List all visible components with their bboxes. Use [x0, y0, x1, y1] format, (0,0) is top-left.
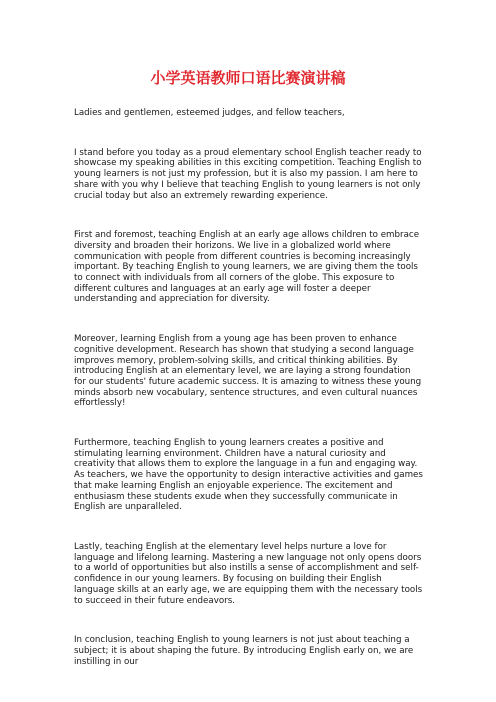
paragraph-4: Furthermore, teaching English to young learners creates a positive and stimulating learning environment. Children have a natural curiosity and creativity that allows them to explore the language in a fun and engaging way. As teachers, we have the opportunity to design interactive activities and games that make learning English an enjoyable experience. The excitement and enthusiasm these students exude when they successfully communicate in English are unparalleled. [74, 438, 423, 513]
document-title: 小学英语教师口语比赛演讲稿 [150, 69, 346, 87]
paragraph-5: Lastly, teaching English at the elementary level helps nurture a love for language and lifelong learning. Mastering a new language not only opens doors to a world of opportunities but also instills a sense of accomplishment and self-confidence in our young learners. By focusing on building their English language skills at an early age, we are equipping them with the necessary tools to succeed in their future endeavors. [74, 541, 423, 606]
paragraph-3: Moreover, learning English from a young age has been proven to enhance cognitive development. Research has shown that studying a second language improves memory, problem-solving skills, and critical thinking abilities. By introducing English at an elementary level, we are laying a strong foundation for our students' future academic success. It is amazing to witness these young minds absorb new vocabulary, sentence structures, and even cultural nuances effortlessly! [74, 334, 422, 409]
paragraph-6: In conclusion, teaching English to young learners is not just about teaching a subject; it is about shaping the future. By introducing English early on, we are instilling in our [74, 635, 414, 667]
paragraph-1: I stand before you today as a proud elementary school English teacher ready to showcase my speaking abilities in this exciting competition. Teaching English to young learners is not just my profession, but it is also my passion. I am here to share with you why I believe that teaching English to young learners is not only crucial today but also an extremely rewarding experience. [74, 147, 422, 201]
greeting-line: Ladies and gentlemen, esteemed judges, and fellow teachers, [74, 108, 345, 118]
paragraph-2: First and foremost, teaching English at an early age allows children to embrace diversity and broaden their horizons. We live in a globalized world where communication with people from different countries is becoming increasingly important. By teaching English to young learners, we are giving them the tools to connect with individuals from all corners of the globe. This exposure to different cultures and languages at an early age will foster a deeper understanding and appreciation for diversity. [74, 230, 420, 305]
document-body [74, 108, 424, 696]
